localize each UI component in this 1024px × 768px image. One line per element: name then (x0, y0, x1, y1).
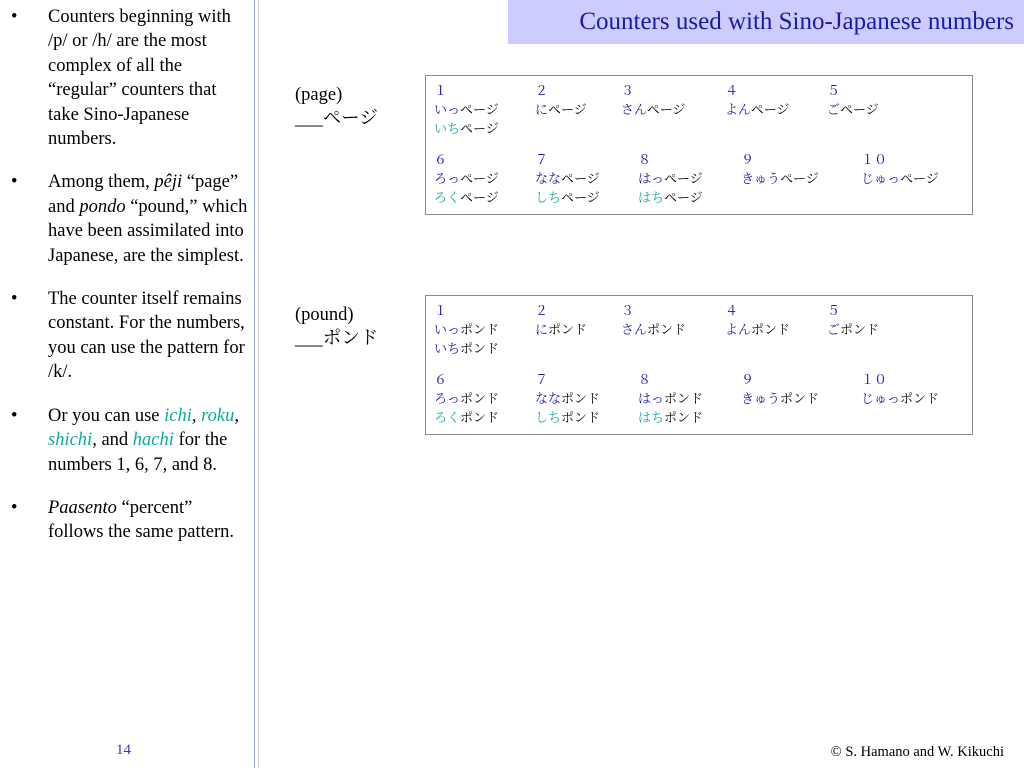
reading-cell: いちページ (434, 122, 499, 137)
bullet-marker: • (11, 405, 18, 426)
pound-counter-table (425, 295, 973, 435)
reading-cell: ろくページ (434, 191, 499, 206)
alt-reading-row (434, 120, 972, 139)
romaji-word: shichi (48, 430, 93, 451)
reading-cell: ななページ (535, 172, 600, 187)
blank-line: ___ (295, 109, 323, 129)
bullet-text: , and (92, 430, 133, 451)
slide-title: Counters used with Sino-Japanese numbers (579, 8, 1014, 35)
number-cell: ３ (621, 84, 635, 99)
reading-cell: よんポンド (725, 323, 791, 338)
reading-cell: はっページ (638, 172, 703, 187)
number-cell: １０ (861, 153, 888, 168)
bullet-marker: • (11, 7, 18, 27)
slide-number: 14 (116, 742, 131, 758)
reading-cell: さんページ (621, 103, 686, 118)
number-cell: ２ (535, 84, 549, 99)
bullet-item (0, 404, 254, 477)
bullet-text: “percent” follows the same pattern. (48, 497, 234, 543)
reading-cell: ごポンド (827, 323, 880, 338)
bullet-item (0, 170, 254, 268)
number-cell: ９ (741, 373, 755, 388)
reading-cell: にポンド (535, 323, 588, 338)
bullet-marker: • (11, 172, 18, 193)
reading-cell: しちページ (535, 191, 600, 206)
bullet-list (0, 0, 254, 545)
reading-cell: ろっポンド (434, 392, 500, 407)
counter-gloss: (pound) (295, 305, 354, 325)
alt-reading-row (434, 340, 972, 359)
bullet-text: The counter itself remains constant. For the numbers, you can use the pattern for /k/. (48, 289, 245, 383)
bullet-text: for the numbers 1, 6, 7, and 8. (48, 430, 228, 475)
reading-cell: いっページ (434, 103, 499, 118)
romaji-word: pêji (154, 172, 183, 193)
blank-line: ___ (295, 329, 323, 349)
number-cell: ５ (827, 84, 841, 99)
alt-reading-row (434, 409, 972, 428)
reading-row (434, 170, 972, 189)
number-cell: １ (434, 84, 448, 99)
bullet-marker: • (11, 289, 18, 310)
number-row (434, 371, 972, 390)
counter-gloss: (page) (295, 85, 343, 105)
reading-cell: しちポンド (535, 411, 601, 426)
number-cell: ７ (535, 153, 549, 168)
romaji-word: hachi (132, 430, 174, 451)
reading-row (434, 390, 972, 409)
reading-cell: はちポンド (638, 411, 704, 426)
reading-cell: じゅっページ (861, 172, 939, 187)
number-cell: ９ (741, 153, 755, 168)
romaji-word: Paasento (48, 497, 117, 518)
bullet-text: Or you can use (48, 405, 165, 426)
number-cell: ４ (725, 304, 739, 319)
reading-cell: ななポンド (535, 392, 601, 407)
reading-cell: ろくポンド (434, 411, 500, 426)
number-cell: ６ (434, 373, 448, 388)
bullet-item (0, 5, 254, 151)
number-cell: ７ (535, 373, 549, 388)
reading-cell: はちページ (638, 191, 703, 206)
title-bar (508, 0, 1024, 44)
number-cell: ３ (621, 304, 635, 319)
bullet-marker: • (11, 497, 18, 518)
reading-row (434, 101, 972, 120)
reading-cell: はっポンド (638, 392, 704, 407)
bullet-text: , (234, 405, 239, 426)
alt-reading-row (434, 189, 972, 208)
copyright-notice: © S. Hamano and W. Kikuchi (830, 744, 1004, 760)
reading-cell: いちポンド (434, 342, 500, 357)
number-cell: １０ (861, 373, 888, 388)
page-label (295, 83, 378, 131)
bullet-item (0, 287, 254, 385)
reading-cell: ごページ (827, 103, 879, 118)
notes-sidebar (0, 0, 255, 768)
bullet-item (0, 496, 254, 545)
counter-word: ポンド (322, 328, 379, 349)
pound-label (295, 303, 378, 351)
romaji-word: pondo (79, 196, 126, 217)
number-row (434, 151, 972, 170)
number-cell: ２ (535, 304, 549, 319)
number-row (434, 302, 972, 321)
bullet-text: Among them, (48, 172, 155, 193)
romaji-word: roku (201, 405, 235, 426)
divider (258, 0, 259, 768)
bullet-text: “page” and (48, 172, 239, 217)
reading-cell: にページ (535, 103, 587, 118)
reading-cell: ろっページ (434, 172, 499, 187)
number-cell: ８ (638, 373, 652, 388)
romaji-word: ichi (164, 405, 192, 426)
page-counter-table (425, 75, 973, 215)
reading-row (434, 321, 972, 340)
number-cell: １ (434, 304, 448, 319)
bullet-text: , (191, 405, 202, 426)
bullet-text: Counters beginning with /p/ or /h/ are the most complex of all the “regular” counters that take Sino-Japanese numbers. (48, 7, 231, 150)
reading-cell: じゅっポンド (861, 392, 940, 407)
reading-cell: よんページ (725, 103, 790, 118)
reading-cell: きゅうページ (741, 172, 819, 187)
number-cell: ５ (827, 304, 841, 319)
bullet-text: “pound,” which have been assimilated into Japanese, are the simplest. (48, 196, 248, 266)
reading-cell: さんポンド (621, 323, 687, 338)
number-cell: ６ (434, 153, 448, 168)
reading-cell: きゅうポンド (741, 392, 820, 407)
number-cell: ４ (725, 84, 739, 99)
counter-word: ページ (322, 108, 378, 129)
reading-cell: いっポンド (434, 323, 500, 338)
number-row (434, 82, 972, 101)
number-cell: ８ (638, 153, 652, 168)
